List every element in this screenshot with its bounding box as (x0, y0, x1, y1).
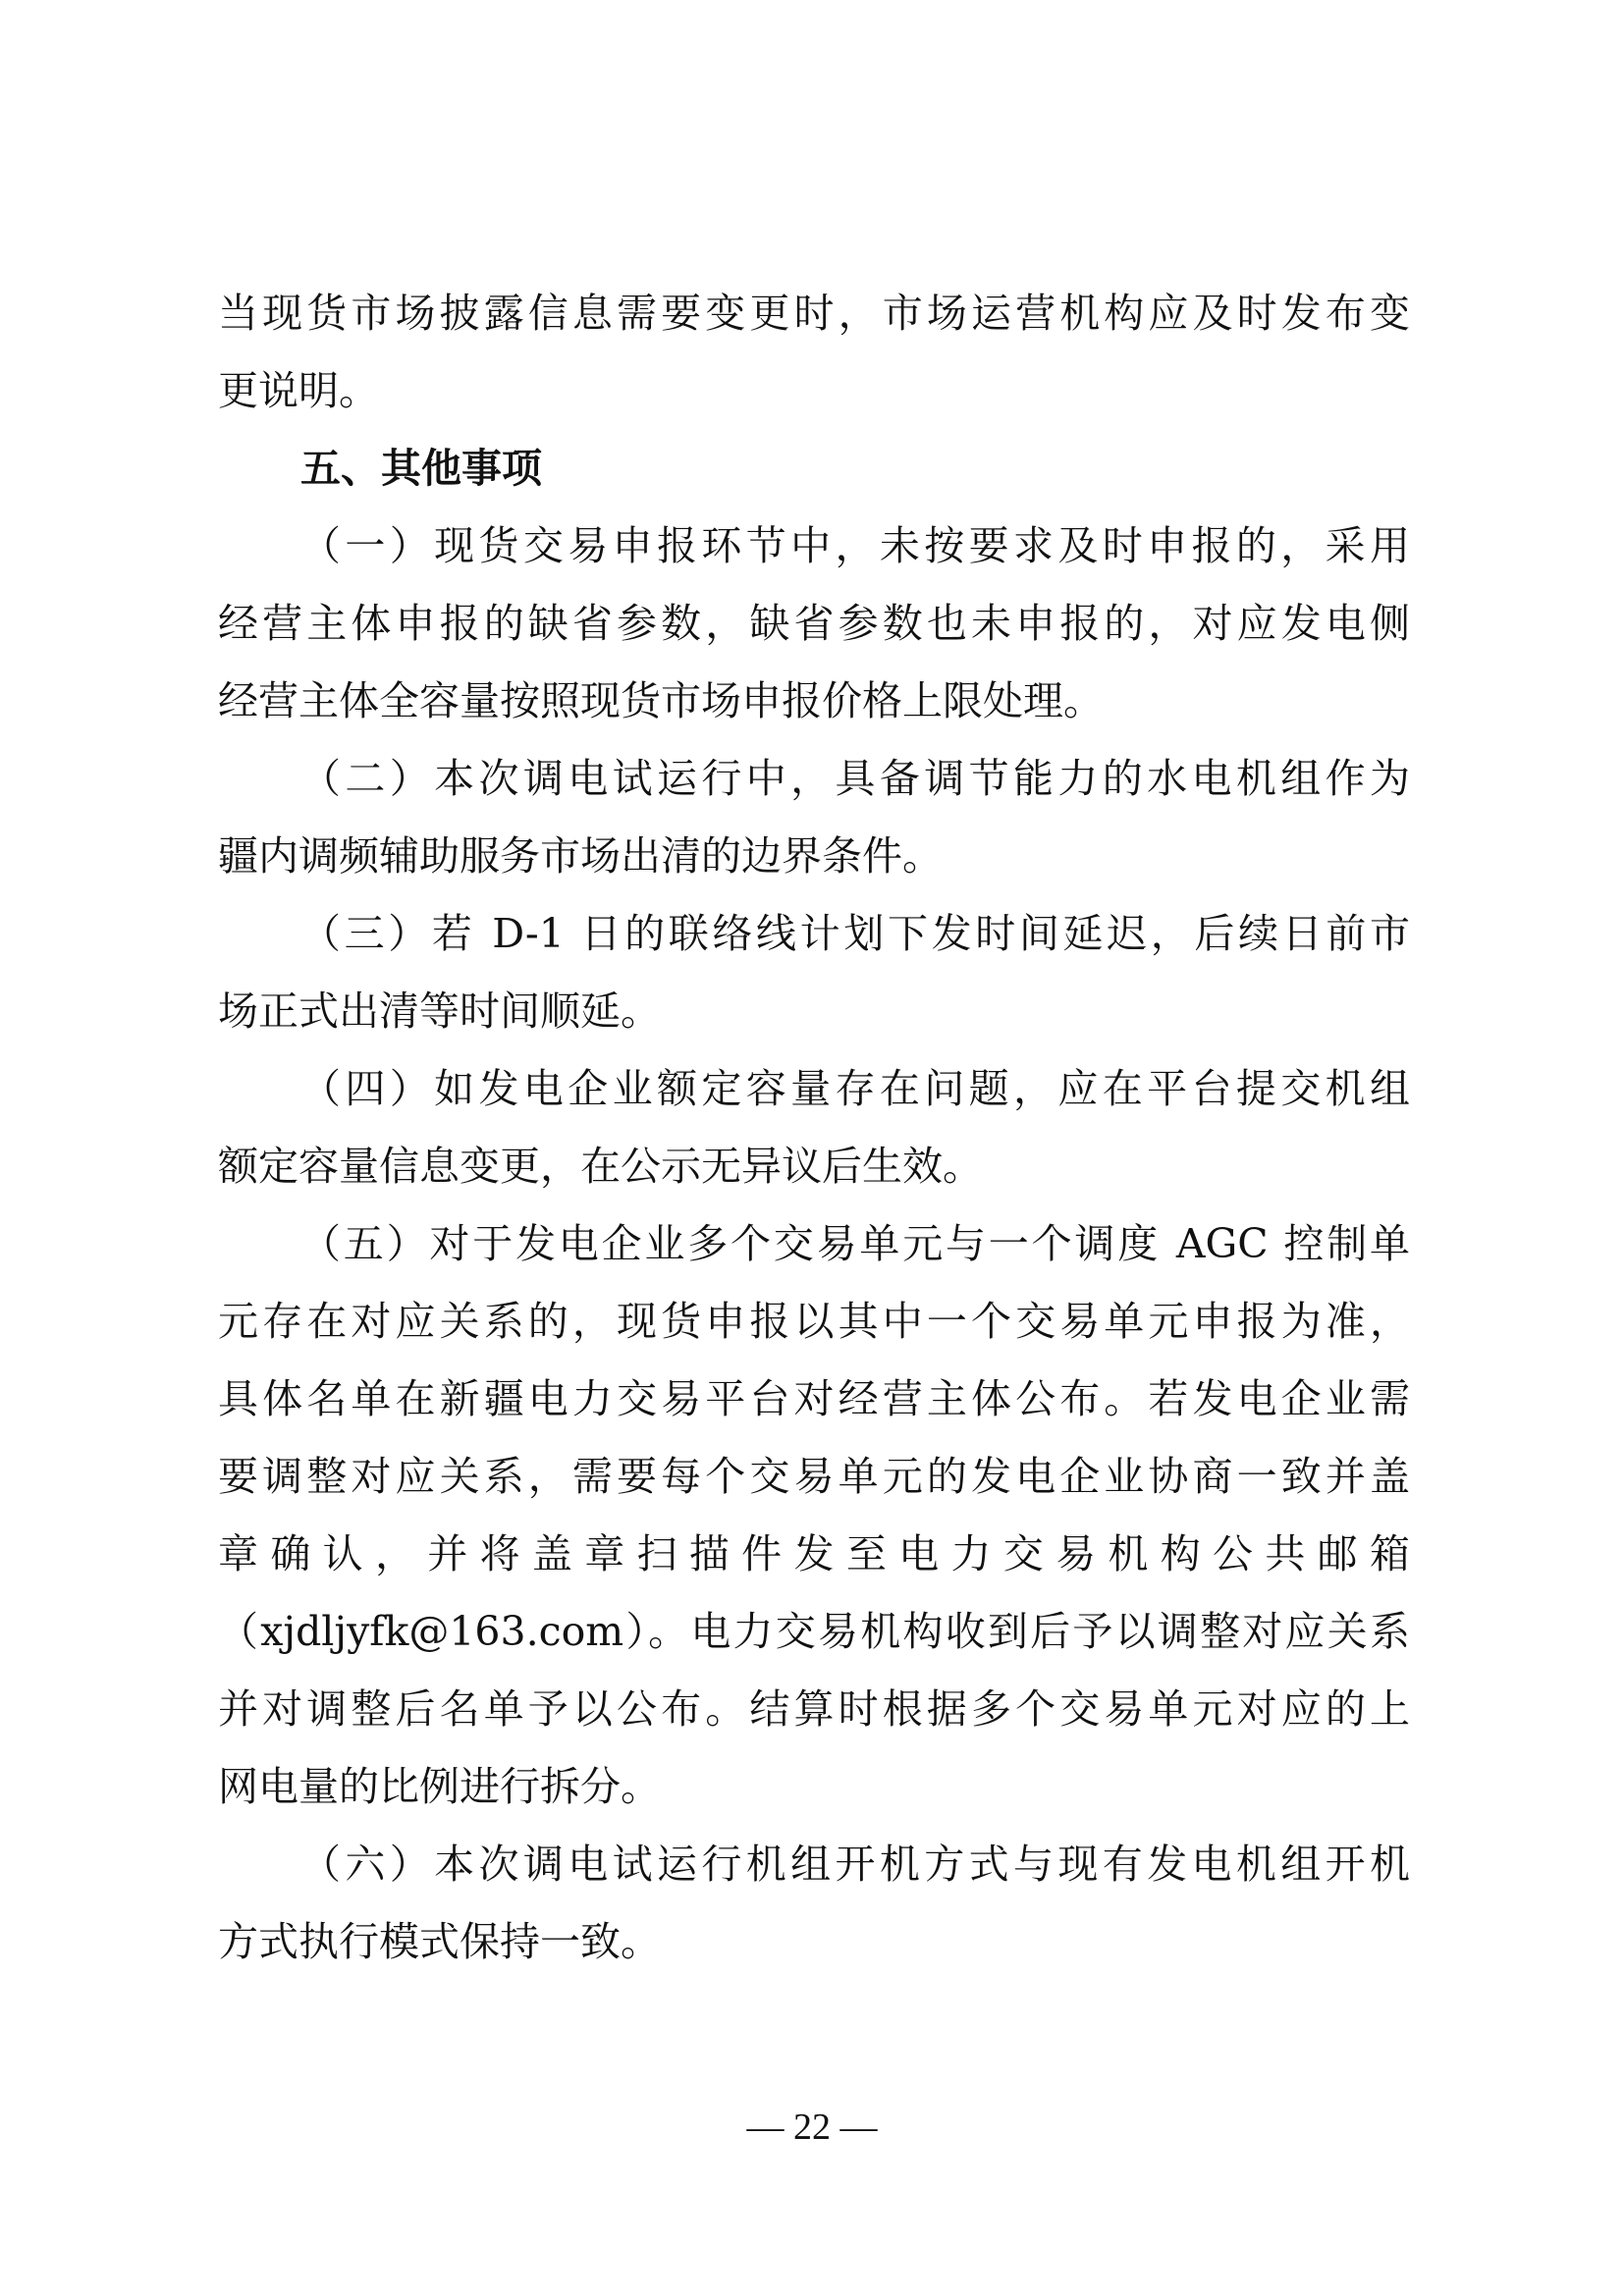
paragraph-line: （xjdljyfk@163.com）。电力交易机构收到后予以调整对应关系 (218, 1608, 1410, 1655)
section-heading: 五、其他事项 (300, 445, 542, 492)
paragraph-line: 场正式出清等时间顺延。 (218, 988, 661, 1035)
document-body (218, 275, 1410, 1981)
paragraph-line: 方式执行模式保持一致。 (218, 1918, 661, 1965)
paragraph-line: 网电量的比例进行拆分。 (218, 1763, 661, 1810)
paragraph-line: 更说明。 (218, 367, 379, 414)
paragraph-line: 元存在对应关系的，现货申报以其中一个交易单元申报为准， (218, 1298, 1410, 1345)
paragraph-line: 并对调整后名单予以公布。结算时根据多个交易单元对应的上 (218, 1685, 1410, 1733)
paragraph-line: 额定容量信息变更，在公示无异议后生效。 (218, 1143, 983, 1190)
paragraph-line: 经营主体申报的缺省参数，缺省参数也未申报的，对应发电侧 (218, 600, 1410, 647)
paragraph-line: （三）若 D-1 日的联络线计划下发时间延迟，后续日前市 (300, 910, 1410, 957)
paragraph-line: 章确认，并将盖章扫描件发至电力交易机构公共邮箱 (218, 1530, 1410, 1577)
paragraph-line: 经营主体全容量按照现货市场申报价格上限处理。 (218, 677, 1104, 724)
paragraph-line: （五）对于发电企业多个交易单元与一个调度 AGC 控制单 (300, 1220, 1410, 1267)
paragraph-line: （六）本次调电试运行机组开机方式与现有发电机组开机 (300, 1841, 1410, 1888)
paragraph-line: 当现货市场披露信息需要变更时，市场运营机构应及时发布变 (218, 290, 1410, 337)
page-number: — 22 — (746, 2107, 878, 2148)
paragraph-line: 具体名单在新疆电力交易平台对经营主体公布。若发电企业需 (218, 1375, 1410, 1422)
paragraph-line: （二）本次调电试运行中，具备调节能力的水电机组作为 (300, 755, 1410, 802)
paragraph-line: 要调整对应关系，需要每个交易单元的发电企业协商一致并盖 (218, 1453, 1410, 1500)
paragraph-line: （一）现货交易申报环节中，未按要求及时申报的，采用 (300, 522, 1410, 569)
paragraph-line: （四）如发电企业额定容量存在问题，应在平台提交机组 (300, 1065, 1410, 1112)
paragraph-line: 疆内调频辅助服务市场出清的边界条件。 (218, 832, 943, 880)
